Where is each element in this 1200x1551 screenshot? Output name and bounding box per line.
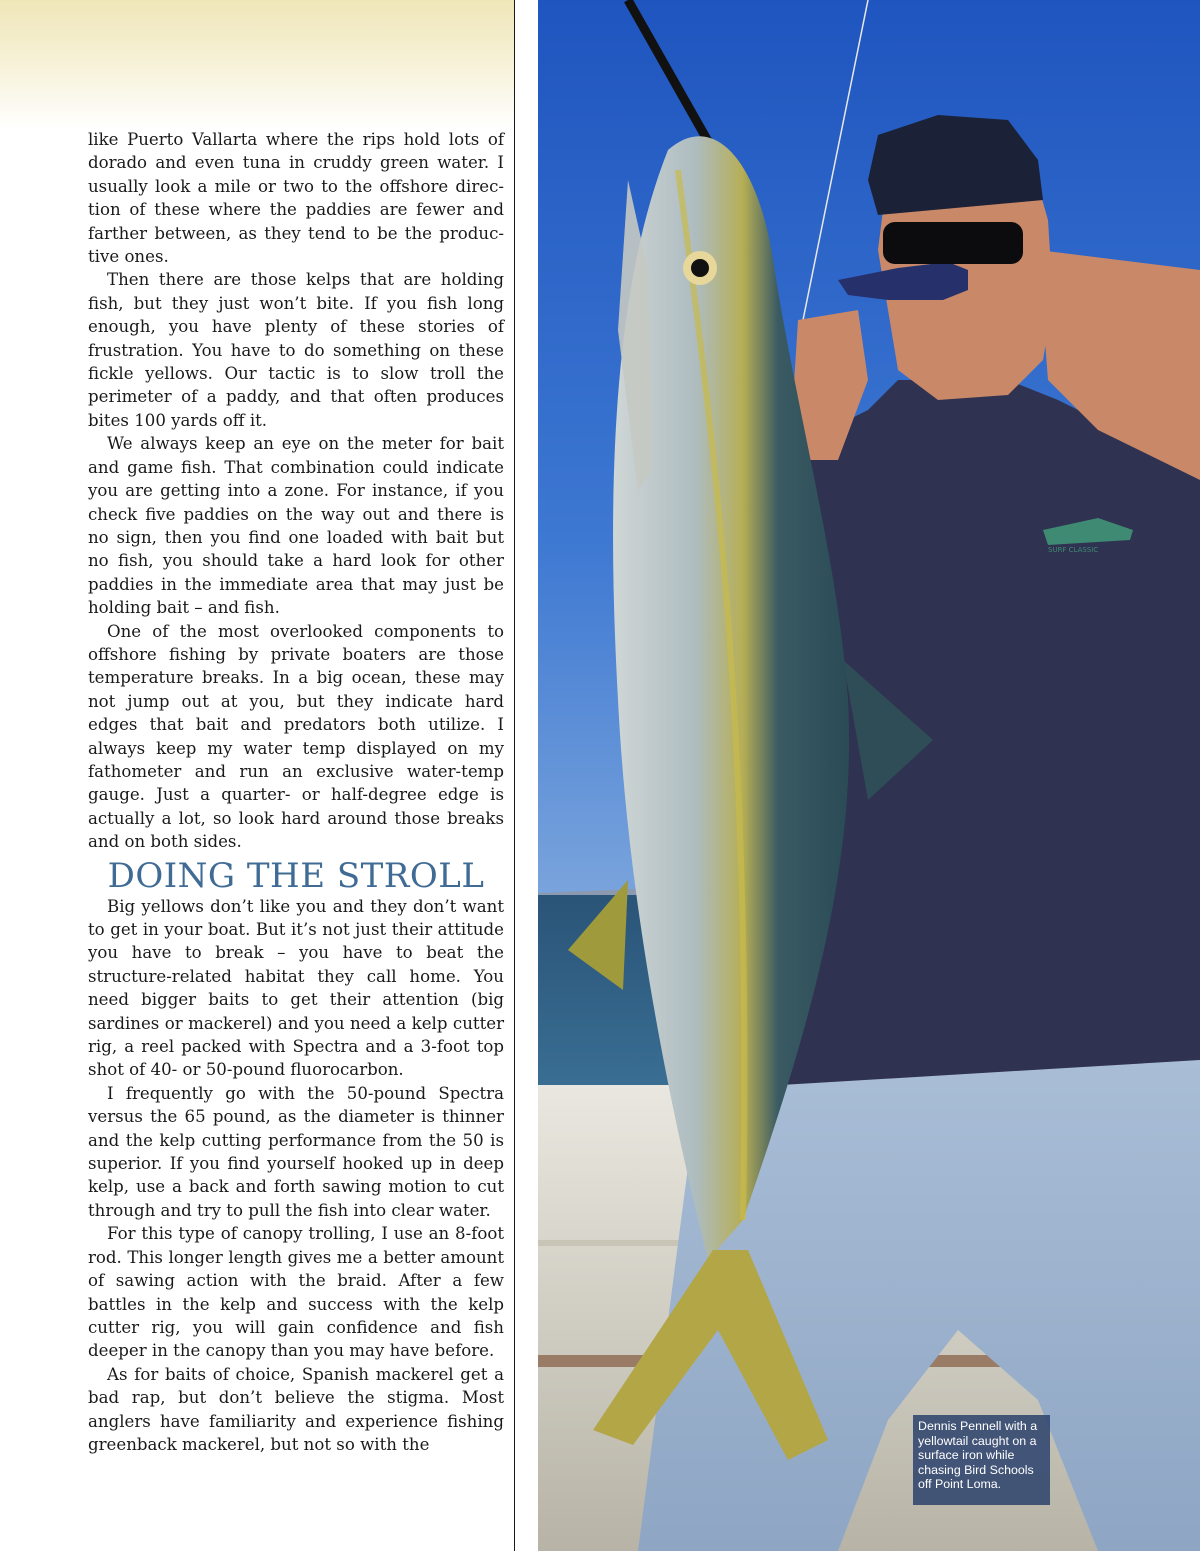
shirt-logo: SURF CLASSIC	[1048, 546, 1099, 554]
paragraph-5: Big yellows don’t like you and they don’t want to get in your boat. But it’s not just their attitude you have to break – you have to beat the structure-related habitat they call home. You need bigger baits to get their attention (big sardines or mackerel) and you need a kelp cutter rig, a reel packed with Spectra and a 3-foot top shot of 40- or 50-pound fluorocarbon.	[88, 896, 504, 1080]
paragraph-8: As for baits of choice, Spanish mackerel get a bad rap, but don’t believe the stigma. Most anglers have familiarity and experience fishing greenback mackerel, but not so with the	[88, 1364, 504, 1454]
paragraph-6: I frequently go with the 50-pound Spectra versus the 65 pound, as the diameter is thinner and the kelp cutting performance from the 50 is superior. If you find yourself hooked up in deep kelp, use a back and forth sawing motion to cut through and try to pull the fish into clear water.	[88, 1083, 504, 1220]
section-heading: DOING THE STROLL	[107, 855, 485, 896]
text-column	[0, 0, 514, 1551]
column-divider	[514, 0, 515, 1551]
paragraph-7: For this type of canopy trolling, I use an 8-foot rod. This longer length gives me a better amount of sawing action with the braid. After a few battles in the kelp and success with the kelp cutter rig, you will gain confidence and fish deeper in the canopy than you may have before.	[88, 1224, 504, 1361]
paragraph-1: like Puerto Vallarta where the rips hold lots of dorado and even tuna in cruddy green water. I usually look a mile or two to the offshore direction of these where the paddies are fewer and farther between, as they tend to be the productive ones.	[88, 130, 504, 267]
angler-photo	[538, 0, 1200, 1551]
paragraph-2: Then there are those kelps that are holding fish, but they just won’t bite. If you fish long enough, you have plenty of these stories of frustration. You have to do something on these fickle yellows. Our tactic is to slow troll the perimeter of a paddy, and that often produces bites 100 yards off it.	[88, 270, 504, 430]
article-body	[88, 128, 504, 1456]
photo-caption: Dennis Pennell with a yellowtail caught on a surface iron while chasing Bird Schools off Point Loma.	[913, 1415, 1050, 1505]
paragraph-4: One of the most overlooked components to offshore fishing by private boaters are those temperature breaks. In a big ocean, these may not jump out at you, but they indicate hard edges that bait and predators both utilize. I always keep my water temp displayed on my fathometer and run an exclusive water-temp gauge. Just a quarter- or half-degree edge is actually a lot, so look hard around those breaks and on both sides.	[88, 621, 504, 852]
paragraph-3: We always keep an eye on the meter for bait and game fish. That combination could indicate you are getting into a zone. For instance, if you check five paddies on the way out and there is no sign, then you find one loaded with bait but no fish, you should take a hard look for other paddies in the immediate area that may just be holding bait – and fish.	[88, 434, 504, 618]
